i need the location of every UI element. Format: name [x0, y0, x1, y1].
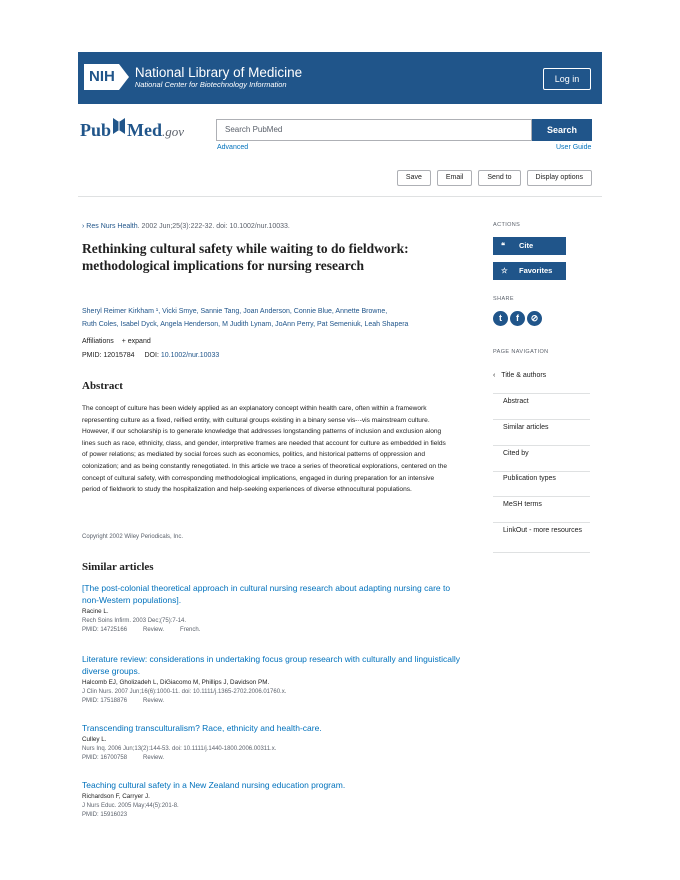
similar-articles-heading: Similar articles	[82, 561, 154, 573]
nih-logo[interactable]	[84, 63, 302, 91]
affiliations-label: Affiliations	[82, 338, 114, 345]
similar-article-authors: Culley L.	[82, 736, 107, 743]
similar-article-authors: Richardson F, Carryer J.	[82, 793, 150, 800]
similar-article-title[interactable]: Teaching cultural safety in a New Zealand nursing education program.	[82, 780, 346, 790]
chevron-right-icon: ›	[82, 223, 85, 230]
cite-button[interactable]	[493, 237, 566, 255]
nav-cited-by[interactable]: Cited by	[493, 450, 590, 472]
nav-label: Title & authors	[501, 372, 547, 379]
affiliations-toggle[interactable]	[82, 338, 151, 345]
nih-badge: NIH	[84, 64, 119, 90]
chevron-left-icon: ‹	[493, 372, 496, 379]
authors-line[interactable]: Sheryl Reimer Kirkham ¹, Vicki Smye, Sannie Tang, Joan Anderson, Connie Blue, Annette Browne,	[82, 308, 388, 315]
logo-gov: .gov	[162, 124, 185, 139]
star-icon: ☆	[501, 266, 508, 275]
favorites-label: Favorites	[519, 266, 553, 275]
actions-label: ACTIONS	[493, 222, 521, 228]
nav-publication-types[interactable]: Publication types	[493, 475, 590, 497]
nav-title-authors[interactable]	[493, 372, 590, 394]
facebook-icon[interactable]: f	[510, 311, 525, 326]
org-title: National Library of Medicine	[134, 65, 303, 80]
similar-article-citation: J Clin Nurs. 2007 Jun;16(6):1000-11. doi: 10.1111/j.1365-2702.2006.01760.x.	[82, 689, 287, 695]
nav-linkout[interactable]: LinkOut - more resources	[493, 526, 590, 553]
search-button[interactable]: Search	[532, 119, 592, 141]
abstract-text: The concept of culture has been widely applied as an explanatory concept within health care, often within a framework representing culture as a fixed, reified entity, with cultural groups existing in a binary sense vis-·-vis mainstream culture. However, if our scholarship is to generate knowledge that addresses longstanding patterns of inclusion and exclusion along lines such as race, ethnicity, class, and gender, interpretive frames are needed that account for culture as embedded in fields of power relations; as mediated by social forces such as economics, politics, and historical patterns of oppression and colonization; and as being constantly renegotiated. In this article we trace a series of theoretical explorations, centered on the concept of cultural safety, with corresponding methodological implications, engaged in during preparation for an intensive period of fieldwork to study the hospitalization and help-seeking experiences of diverse ethnocultural populations.	[82, 405, 448, 494]
twitter-icon[interactable]: t	[493, 311, 508, 326]
nav-abstract[interactable]: Abstract	[493, 398, 590, 420]
advanced-search-link[interactable]: Advanced	[217, 144, 249, 151]
similar-article-meta	[82, 627, 462, 633]
doi-label: DOI:	[144, 352, 161, 359]
pmid: PMID: 12015784	[82, 352, 135, 359]
author-list	[82, 305, 462, 331]
login-button[interactable]: Log in	[543, 68, 591, 90]
similar-article-meta	[82, 755, 462, 761]
similar-article-pmid: PMID: 17518876	[82, 698, 128, 704]
pubmed-logo[interactable]	[80, 116, 184, 144]
similar-article-tag: Review.	[143, 698, 165, 704]
display-options-button[interactable]: Display options	[527, 170, 592, 186]
similar-article	[82, 653, 462, 704]
similar-article-meta	[82, 698, 462, 704]
page-navigation-label: PAGE NAVIGATION	[493, 349, 549, 355]
share-label: SHARE	[493, 296, 514, 302]
logo-med: Med	[127, 120, 163, 140]
favorites-button[interactable]	[493, 262, 566, 280]
doi-link[interactable]: 10.1002/nur.10033	[160, 352, 220, 359]
quote-icon: ❝	[501, 241, 506, 250]
similar-article-pmid: PMID: 15916023	[82, 812, 128, 818]
nav-similar-articles[interactable]: Similar articles	[493, 424, 590, 446]
save-button[interactable]: Save	[397, 170, 431, 186]
similar-article-tag: French.	[180, 627, 201, 633]
authors-line[interactable]: Ruth Coles, Isabel Dyck, Angela Henderson, M Judith Lynam, JoAnn Perry, Pat Semeniuk, Leah Shapera	[82, 321, 409, 328]
similar-article	[82, 779, 462, 818]
divider	[78, 196, 602, 197]
similar-article-pmid: PMID: 16700758	[82, 755, 128, 761]
similar-article-pmid: PMID: 14725166	[82, 627, 128, 633]
org-subtitle: National Center for Biotechnology Information	[134, 80, 287, 89]
user-guide-link[interactable]: User Guide	[556, 144, 592, 151]
similar-article	[82, 582, 462, 633]
send-to-button[interactable]: Send to	[478, 170, 520, 186]
nih-arrow-icon	[119, 64, 129, 90]
search-input[interactable]: Search PubMed	[216, 119, 532, 141]
pubmed-book-icon	[112, 116, 126, 136]
link-icon[interactable]: ⊘	[527, 311, 542, 326]
nih-header	[78, 52, 602, 104]
nav-mesh-terms[interactable]: MeSH terms	[493, 501, 590, 523]
similar-article-title[interactable]: [The post-colonial theoretical approach in cultural nursing research about adapting nursing care to non-Western populations].	[82, 583, 451, 605]
similar-article-title[interactable]: Transcending transculturalism? Race, ethnicity and health-care.	[82, 723, 322, 733]
citation-line	[82, 223, 290, 230]
expand-link[interactable]: + expand	[121, 338, 151, 345]
abstract-heading: Abstract	[82, 380, 123, 392]
journal-link[interactable]: Res Nurs Health	[86, 223, 138, 230]
article-toolbar	[397, 170, 592, 186]
similar-article-meta	[82, 812, 462, 818]
logo-pub: Pub	[80, 120, 112, 140]
article-ids	[82, 352, 219, 359]
similar-article-tag: Review.	[143, 627, 165, 633]
copyright-note: Copyright 2002 Wiley Periodicals, Inc.	[82, 534, 184, 540]
similar-article-citation: J Nurs Educ. 2005 May;44(5):201-8.	[82, 803, 179, 809]
similar-article-title[interactable]: Literature review: considerations in undertaking focus group research with culturally and linguistically diverse groups.	[82, 654, 460, 676]
similar-article-citation: Rech Soins Infirm. 2003 Dec;(75):7-14.	[82, 618, 187, 624]
cite-label: Cite	[519, 241, 534, 250]
similar-article-authors: Racine L.	[82, 608, 109, 615]
similar-article-tag: Review.	[143, 755, 165, 761]
similar-article-citation: Nurs Inq. 2006 Jun;13(2):144-53. doi: 10.1111/j.1440-1800.2006.00311.x.	[82, 746, 277, 752]
similar-article-authors: Halcomb EJ, Gholizadeh L, DiGiacomo M, Phillips J, Davidson PM.	[82, 679, 270, 686]
similar-article	[82, 722, 462, 761]
email-button[interactable]: Email	[437, 170, 473, 186]
article-title: Rethinking cultural safety while waiting to do fieldwork: methodological implications for nursing research	[82, 241, 409, 273]
share-icons	[493, 311, 542, 326]
citation-details: . 2002 Jun;25(3):222-32. doi: 10.1002/nur.10033.	[137, 223, 290, 230]
